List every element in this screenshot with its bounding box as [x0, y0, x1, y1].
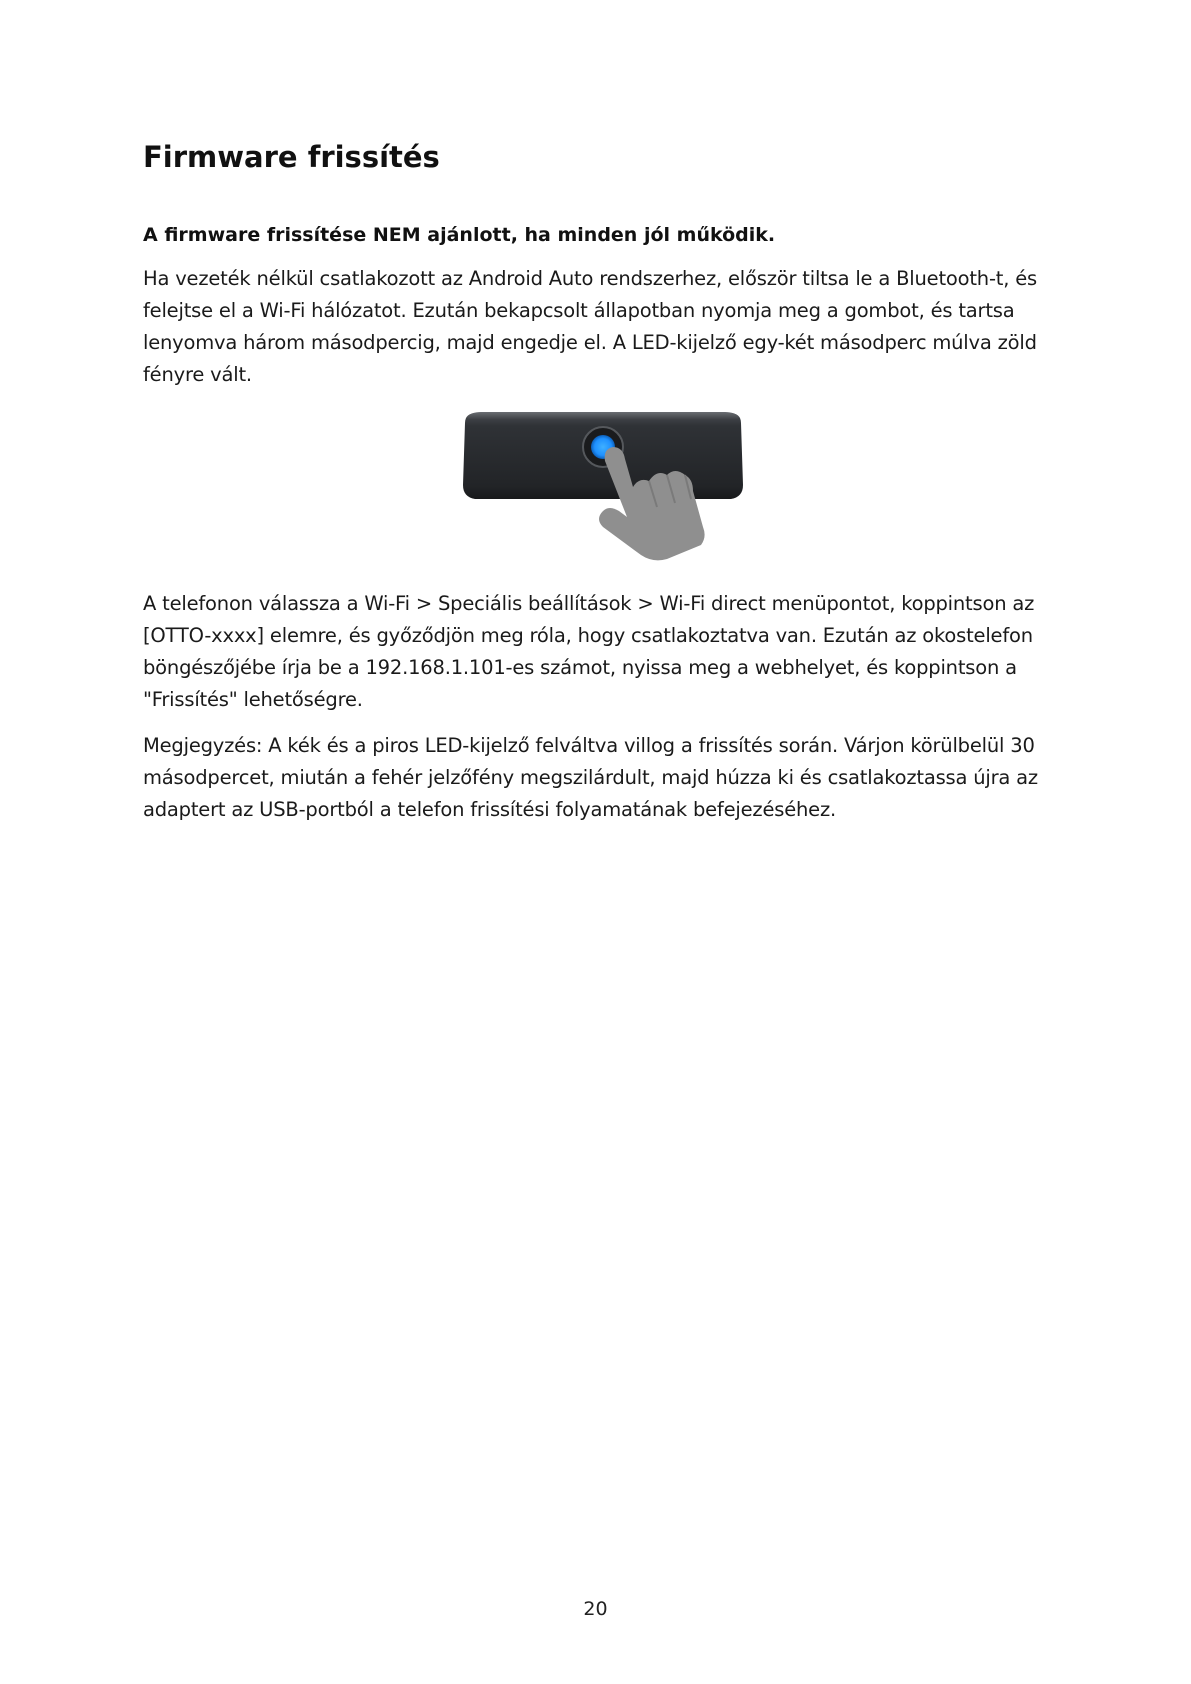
paragraph-wifi-direct: A telefonon válassza a Wi-Fi > Speciális beállítások > Wi-Fi direct menüpontot, koppintson az [OTTO-xxxx] elemre, és győződjön meg róla, hogy csatlakoztatva van. Ezután az okostelefon böngészőjébe írja be a 192.168.1.101-es számot, nyissa meg a webhelyet, és koppintson a "Frissítés" lehetőségre. [143, 592, 1035, 712]
page-title: Firmware frissítés [143, 140, 440, 174]
adapter-press-button-image [453, 409, 753, 564]
device-button-illustration [143, 409, 1063, 564]
page-content [143, 140, 1063, 840]
paragraph-note: Megjegyzés: A kék és a piros LED-kijelző felváltva villog a frissítés során. Várjon körülbelül 30 másodpercet, miután a fehér jelzőfény megszilárdult, majd húzza ki és csatlakoztassa újra az adaptert az USB-portból a telefon frissítési folyamatának befejezéséhez. [143, 734, 1038, 822]
paragraph-instructions: Ha vezeték nélkül csatlakozott az Android Auto rendszerhez, először tiltsa le a Bluetooth-t, és felejtse el a Wi-Fi hálózatot. Ezután bekapcsolt állapotban nyomja meg a gombot, és tartsa lenyomva három másodpercig, majd engedje el. A LED-kijelző egy-két másodperc múlva zöld fényre vált. [143, 267, 1037, 387]
warning-subheading: A firmware frissítése NEM ajánlott, ha minden jól működik. [143, 223, 776, 246]
page-number: 20 [583, 1598, 608, 1620]
adapter-device-top-edge [467, 412, 739, 420]
